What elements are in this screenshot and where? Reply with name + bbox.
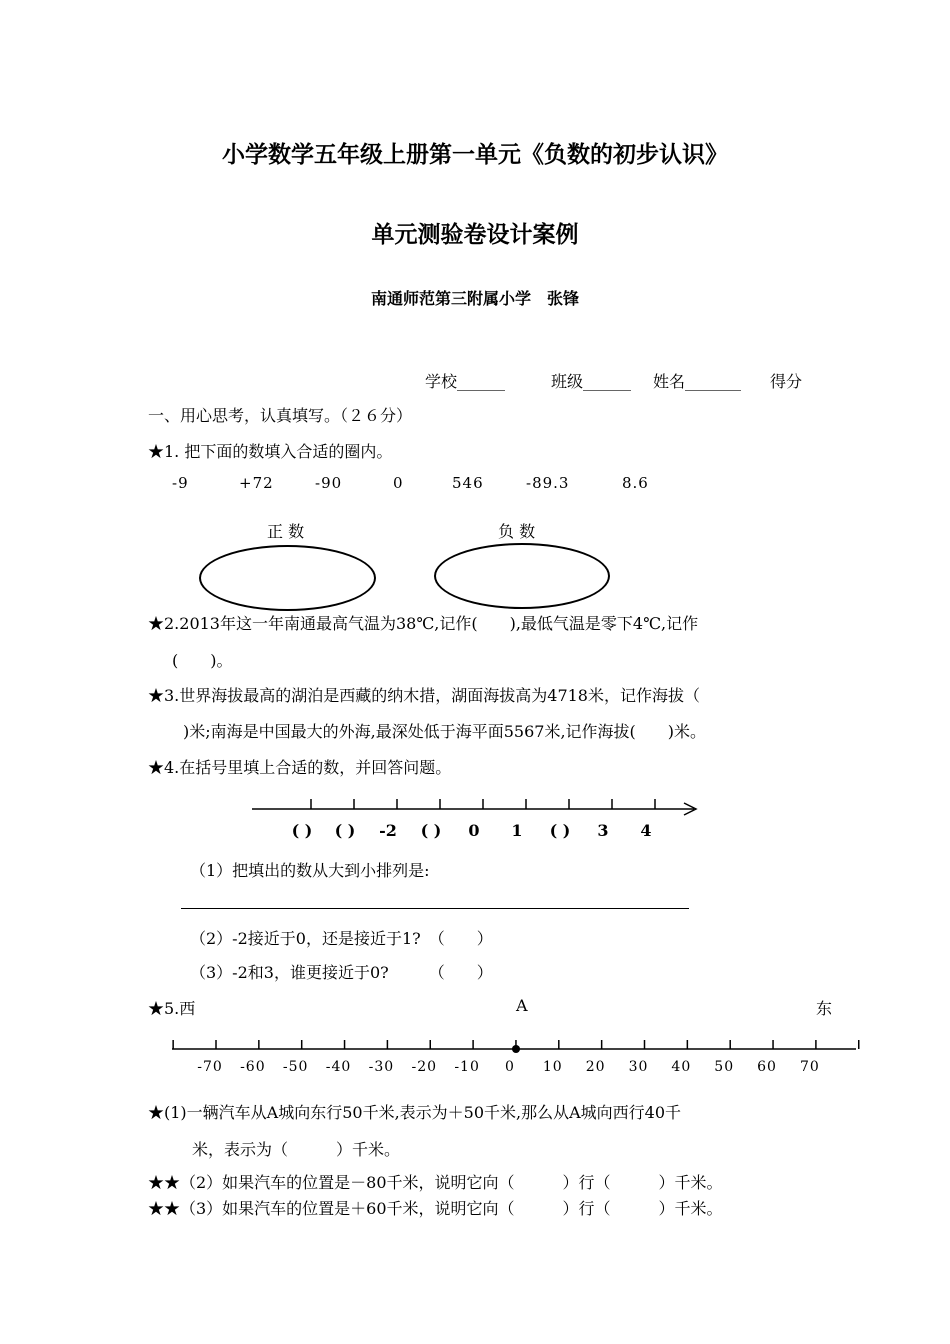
- q5-tick-label: -70: [197, 1059, 223, 1075]
- number-item: -90: [315, 474, 343, 492]
- q4-axis-label: ( ): [334, 821, 356, 840]
- question-5-sub-2: ★★（2）如果汽车的位置是－80千米，说明它向（ ）行（ ）千米。: [148, 1173, 723, 1192]
- q5-tick-label: -40: [325, 1059, 352, 1075]
- question-3-line-2: )米;南海是中国最大的外海,最深处低于海平面5567米,记作海拔( )米。: [183, 722, 707, 741]
- positive-circle[interactable]: [199, 545, 376, 611]
- question-1: ★1. 把下面的数填入合适的圈内。: [148, 442, 393, 461]
- answer-line[interactable]: [181, 908, 689, 909]
- class-field[interactable]: 班级______: [551, 372, 632, 391]
- q5-tick-label: -10: [454, 1059, 480, 1075]
- q4-axis-label: ( ): [549, 821, 571, 840]
- q5-tick-label: -30: [368, 1059, 395, 1075]
- question-3-line-1: ★3.世界海拔最高的湖泊是西藏的纳木措，湖面海拔高为4718米，记作海拔（: [148, 686, 700, 705]
- q5-tick-label: 70: [799, 1059, 820, 1075]
- number-item: -89.3: [526, 474, 570, 492]
- q4-axis-label: 0: [468, 821, 480, 840]
- q4-labels: [292, 821, 652, 840]
- positive-label: 正 数: [267, 522, 305, 541]
- q5-tick-label: 40: [671, 1059, 692, 1075]
- q5-labels: [197, 1059, 820, 1075]
- q4-axis-label: 1: [511, 821, 523, 840]
- east-label: 东: [816, 999, 833, 1018]
- number-item: 0: [393, 474, 404, 492]
- q4-axis-label: ( ): [291, 821, 313, 840]
- question-4: ★4.在括号里填上合适的数，并回答问题。: [148, 758, 452, 777]
- section-heading: 一、用心思考，认真填写。（２６分）: [148, 406, 413, 425]
- question-5: ★5.西: [148, 999, 196, 1018]
- q5-tick-label: 60: [757, 1059, 777, 1075]
- school-field[interactable]: 学校______: [425, 372, 506, 391]
- q4-ticks: [311, 799, 655, 809]
- point-a-label: A: [516, 996, 528, 1015]
- q4-axis-label: 3: [597, 821, 609, 840]
- q5-tick-label: 30: [628, 1059, 649, 1075]
- name-field[interactable]: 姓名_______: [653, 372, 742, 391]
- q5-tick-label: 50: [714, 1059, 735, 1075]
- q4-number-line: [0, 790, 950, 850]
- q4-axis-label: 4: [640, 821, 652, 840]
- score-field: 得分: [770, 372, 803, 391]
- question-5-sub-1-line-1: ★(1)一辆汽车从A城向东行50千米,表示为＋50千米,那么从A城向西行40千: [148, 1103, 682, 1122]
- q5-tick-label: 0: [504, 1059, 515, 1075]
- q4-axis-label: -2: [379, 821, 397, 840]
- page-subtitle: 单元测验卷设计案例: [371, 222, 579, 248]
- q5-tick-label: -60: [240, 1059, 266, 1075]
- question-5-sub-3: ★★（3）如果汽车的位置是＋60千米，说明它向（ ）行（ ）千米。: [148, 1199, 723, 1218]
- author-line: 南通师范第三附属小学 张锋: [370, 289, 579, 308]
- q5-tick-label: -50: [282, 1059, 309, 1075]
- question-5-sub-1-line-2: 米，表示为（ ）千米。: [192, 1140, 401, 1159]
- number-item: -9: [172, 474, 189, 492]
- q5-tick-label: -20: [411, 1059, 438, 1075]
- q5-tick-label: 20: [585, 1059, 606, 1075]
- number-item: +72: [239, 474, 274, 492]
- negative-circle[interactable]: [434, 543, 610, 609]
- point-a-dot: [512, 1045, 520, 1053]
- q5-tick-label: 10: [542, 1059, 563, 1075]
- question-4-sub-1: （1）把填出的数从大到小排列是:: [190, 861, 430, 880]
- page-title: 小学数学五年级上册第一单元《负数的初步认识》: [222, 142, 728, 168]
- q5-number-line: [0, 1030, 950, 1080]
- question-4-sub-3: （3）-2和3，谁更接近于0? （ ）: [190, 963, 493, 982]
- number-item: 8.6: [622, 474, 649, 492]
- question-2-line-2: ( )。: [172, 651, 233, 670]
- question-2-line-1: ★2.2013年这一年南通最高气温为38℃,记作( ),最低气温是零下4℃,记作: [148, 614, 699, 633]
- negative-label: 负 数: [498, 522, 536, 541]
- q4-axis-label: ( ): [420, 821, 442, 840]
- number-item: 546: [452, 474, 484, 492]
- question-4-sub-2: （2）-2接近于0，还是接近于1? （ ）: [190, 929, 493, 948]
